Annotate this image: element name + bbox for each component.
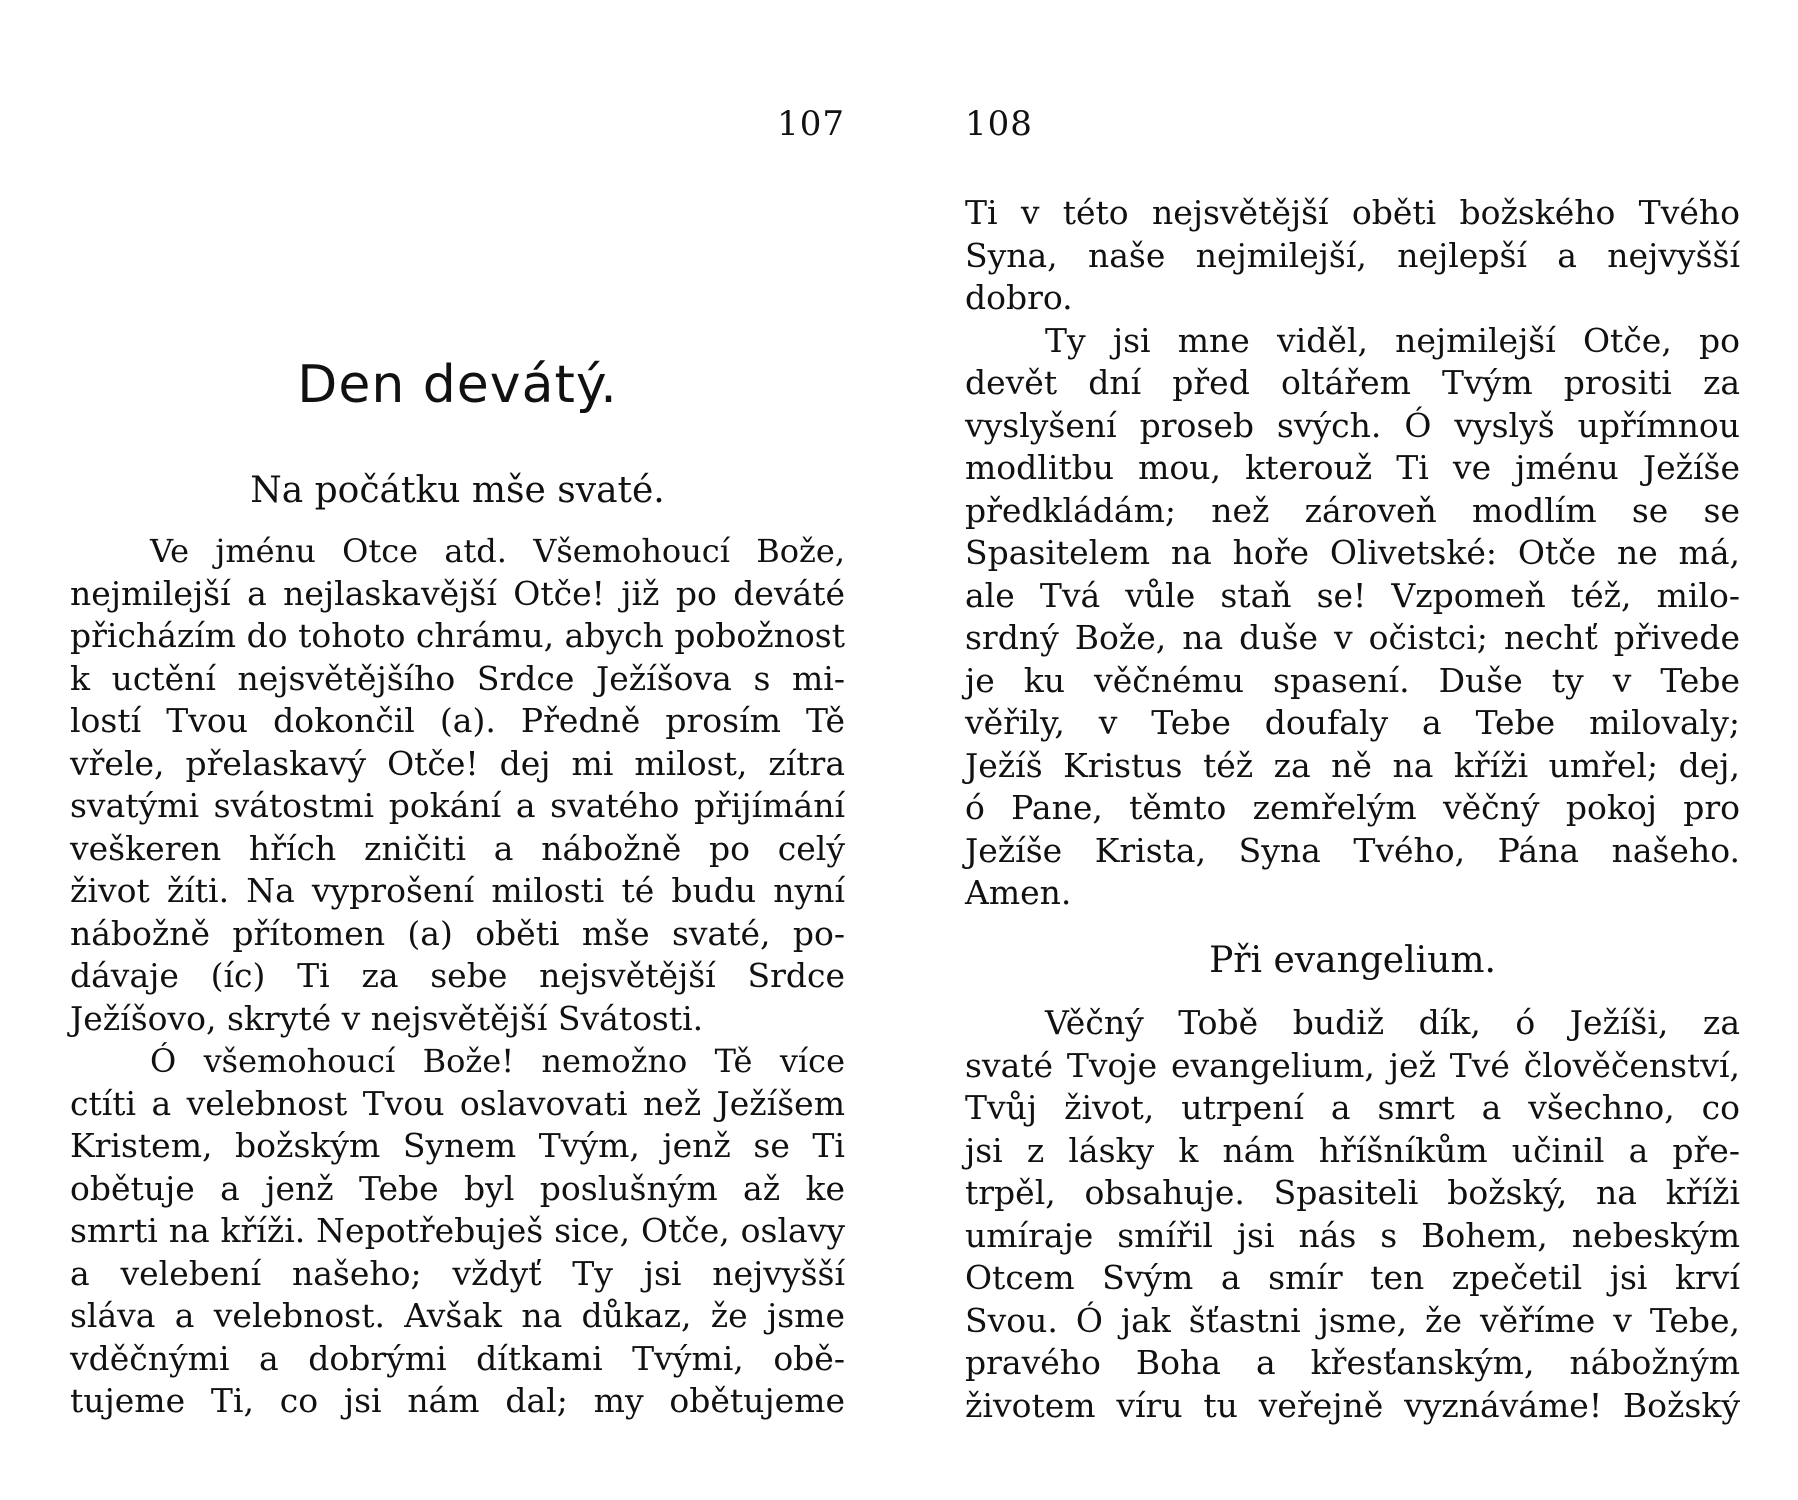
text-line: Ježíšovo, skryté v nejsvětější Svátosti. (70, 998, 704, 1038)
text-line: k uctění nejsvětějšího Srdce Ježíšova s mi- (70, 658, 845, 698)
text-line: věřily, v Tebe doufaly a Tebe milovaly; (965, 703, 1740, 742)
text-line: Ty jsi mne viděl, nejmilejší Otče, po (1045, 320, 1740, 360)
text-line: svatými svátostmi pokání a svatého přijímání (70, 786, 845, 825)
text-line: Ježíš Kristus též za ně na kříži umřel; dej, (965, 745, 1740, 785)
text-line: Ve jménu Otce atd. Všemohoucí Bože, (150, 532, 845, 570)
text-line: Svou. Ó jak šťastni jsme, že věříme v Tebe, (965, 1300, 1740, 1340)
text-line: ale Tvá vůle staň se! Vzpomeň též, milo- (965, 575, 1740, 615)
text-line: Ó všemohoucí Bože! nemožno Tě více (150, 1042, 845, 1080)
section-heading: Při evangelium. (1209, 940, 1496, 981)
body-text (965, 1002, 1740, 1427)
text-line: Věčný Tobě budiž dík, ó Ježíši, za (1045, 1003, 1740, 1042)
text-line: dobro. (965, 278, 1073, 317)
section-heading: Na počátku mše svaté. (250, 470, 665, 511)
text-line: umíraje smířil jsi nás s Bohem, nebeským (965, 1215, 1740, 1255)
text-line: Amen. (965, 873, 1072, 912)
text-line: nejmilejší a nejlaskavější Otče! již po deváté (70, 573, 845, 613)
text-line: svaté Tvoje evangelium, jež Tvé člověčenství, (965, 1045, 1740, 1085)
text-line: předkládám; než zároveň modlím se se (965, 490, 1740, 530)
text-line: přicházím do tohoto chrámu, abych pobožnost (70, 616, 846, 655)
text-line: ctíti a velebnost Tvou oslavovati než Ježíšem (70, 1083, 845, 1123)
right-page (965, 0, 1740, 1500)
page-number: 108 (965, 104, 1033, 144)
text-line: dávaje (íc) Ti za sebe nejsvětější Srdce (70, 956, 845, 995)
text-line: smrti na kříži. Nepotřebuješ sice, Otče, oslavy (70, 1211, 845, 1250)
page-number: 107 (777, 104, 845, 144)
text-line: modlitbu mou, kterouž Ti ve jménu Ježíše (965, 448, 1740, 487)
text-line: pravého Boha a křesťanským, nábožným (965, 1343, 1740, 1382)
text-line: Ježíše Krista, Syna Tvého, Pána našeho. (965, 830, 1740, 870)
text-line: veškeren hřích zničiti a nábožně po celý (70, 828, 845, 868)
text-line: Syna, naše nejmilejší, nejlepší a nejvyšší (965, 235, 1740, 275)
text-line: vyslyšení proseb svých. Ó vyslyš upřímnou (965, 405, 1740, 445)
text-line: trpěl, obsahuje. Spasiteli božský, na kříži (965, 1173, 1740, 1212)
left-page (70, 0, 845, 1500)
body-text (965, 192, 1740, 915)
text-line: vřele, přelaskavý Otče! dej mi milost, zítra (70, 743, 845, 783)
text-line: životem víru tu veřejně vyznáváme! Božský (965, 1385, 1740, 1425)
text-line: Tvůj život, utrpení a smrt a všechno, co (965, 1088, 1740, 1127)
text-line: Ti v této nejsvětější oběti božského Tvého (965, 193, 1740, 232)
text-line: Spasitelem na hoře Olivetské: Otče ne má, (965, 533, 1740, 572)
chapter-title: Den devátý. (297, 355, 618, 415)
text-line: lostí Tvou dokončil (a). Předně prosím Tě (70, 701, 845, 740)
text-line: a velebení našeho; vždyť Ty jsi nejvyšší (70, 1253, 845, 1293)
text-line: život žíti. Na vyprošení milosti té budu nyní (70, 871, 845, 910)
text-line: vděčnými a dobrými dítkami Tvými, obě- (70, 1338, 845, 1378)
text-line: devět dní před oltářem Tvým prositi za (965, 363, 1740, 402)
body-text (70, 530, 845, 1423)
text-line: tujeme Ti, co jsi nám dal; my obětujeme (70, 1381, 845, 1420)
text-line: srdný Bože, na duše v očistci; nechť přivede (965, 618, 1740, 657)
text-line: je ku věčnému spasení. Duše ty v Tebe (965, 660, 1740, 700)
text-line: Otcem Svým a smír ten zpečetil jsi krví (965, 1258, 1740, 1297)
text-line: sláva a velebnost. Avšak na důkaz, že jsme (70, 1296, 845, 1335)
text-line: obětuje a jenž Tebe byl poslušným až ke (70, 1168, 845, 1208)
text-line: nábožně přítomen (a) oběti mše svaté, po- (70, 913, 845, 953)
text-line: Kristem, božským Synem Tvým, jenž se Ti (70, 1126, 845, 1165)
text-line: ó Pane, těmto zemřelým věčný pokoj pro (965, 788, 1740, 827)
text-line: jsi z lásky k nám hříšníkům učinil a pře- (965, 1130, 1740, 1170)
